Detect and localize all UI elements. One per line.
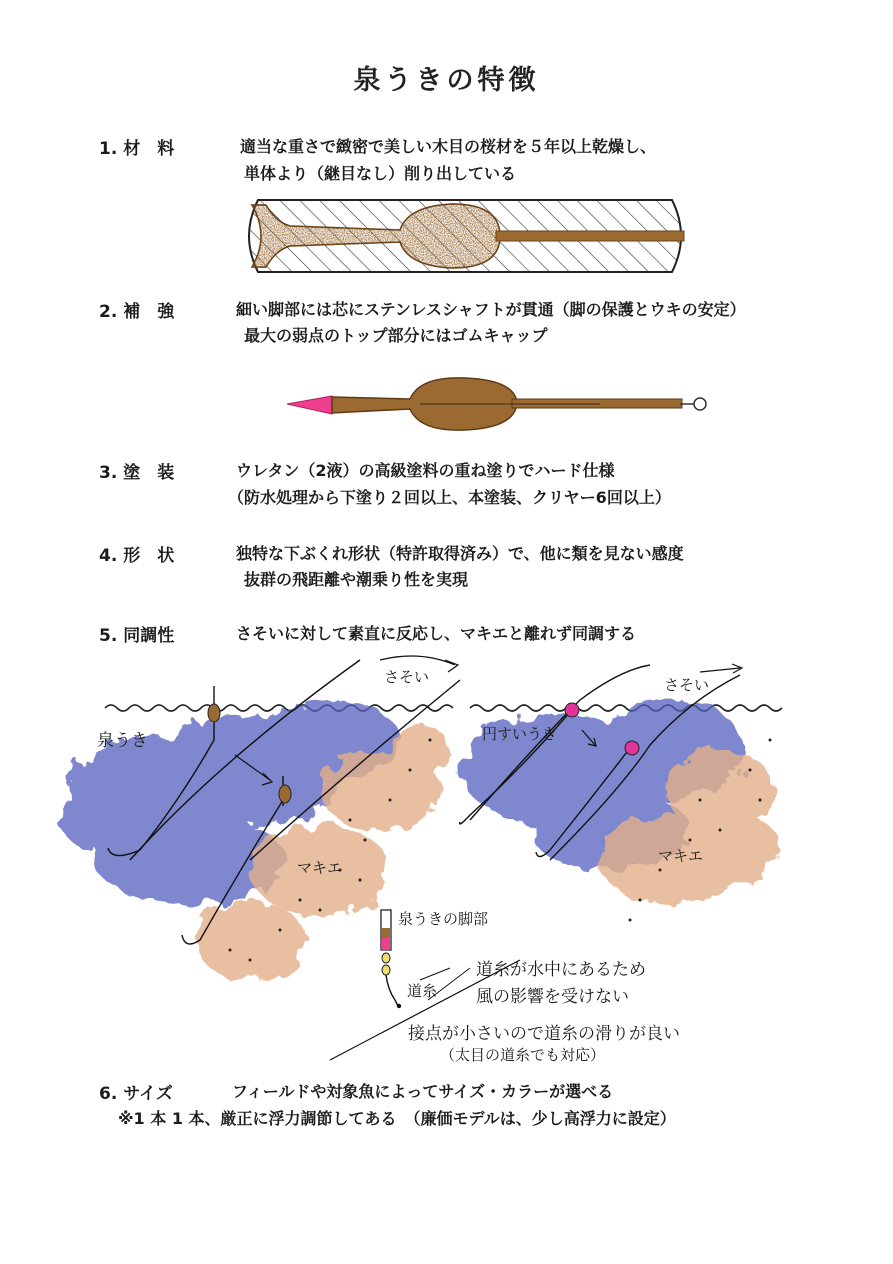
label-sasoi-right: さそい <box>664 676 710 694</box>
section-4-line-1: 独特な下ぶくれ形状（特許取得済み）で、他に類を見ない感度 <box>236 544 684 563</box>
section-1-label: 1. 材 料 <box>99 139 175 159</box>
note-small-contact: 接点が小さいので道糸の滑りが良い <box>408 1024 680 1044</box>
page-title: 泉うきの特徴 <box>353 65 540 96</box>
label-left-float: 泉うき <box>97 731 148 751</box>
section-6-line-2: ※1 本 1 本、厳正に浮力調節してある （廉価モデルは、少し高浮力に設定） <box>118 1109 676 1128</box>
section-4-label: 4. 形 状 <box>99 546 175 566</box>
label-leg: 泉うきの脚部 <box>398 910 489 928</box>
wood-cross-section-figure <box>249 200 684 272</box>
section-3-label: 3. 塗 装 <box>99 463 175 483</box>
note-thick-line: （太目の道糸でも対応） <box>440 1046 606 1064</box>
section-5-line-1: さそいに対して素直に反応し、マキエと離れず同調する <box>236 624 637 643</box>
section-4-line-2: 抜群の飛距離や潮乗り性を実現 <box>244 570 469 589</box>
section-6-line-1: フィールドや対象魚によってサイズ・カラーが選べる <box>232 1082 614 1101</box>
section-2-label: 2. 補 強 <box>99 302 175 322</box>
section-3-line-2: （防水処理から下塗り２回以上、本塗装、クリヤー6回以上） <box>228 488 671 507</box>
label-line: 道糸 <box>407 982 438 1000</box>
section-3-line-1: ウレタン（2液）の高級塗料の重ね塗りでハード仕様 <box>236 461 615 480</box>
label-makie-right: マキエ <box>658 847 704 865</box>
section-2-line-1: 細い脚部には芯にステンレスシャフトが貫通（脚の保護とウキの安定） <box>236 300 746 319</box>
section-5-label: 5. 同調性 <box>99 626 175 646</box>
label-makie-left: マキエ <box>297 859 343 877</box>
section-1-line-1: 適当な重さで緻密で美しい木目の桜材を５年以上乾燥し、 <box>240 137 657 156</box>
section-1-line-2: 単体より（継目なし）削り出している <box>244 164 517 183</box>
label-right-float: 円すいうき <box>482 725 558 743</box>
float-exterior-figure <box>287 378 706 430</box>
note-line-underwater: 道糸が水中にあるため <box>476 960 646 980</box>
section-6-label: 6. サイズ <box>99 1084 173 1104</box>
label-sasoi-left: さそい <box>384 668 430 686</box>
section-2-line-2: 最大の弱点のトップ部分にはゴムキャップ <box>244 326 548 345</box>
note-no-wind: 風の影響を受けない <box>476 987 629 1007</box>
